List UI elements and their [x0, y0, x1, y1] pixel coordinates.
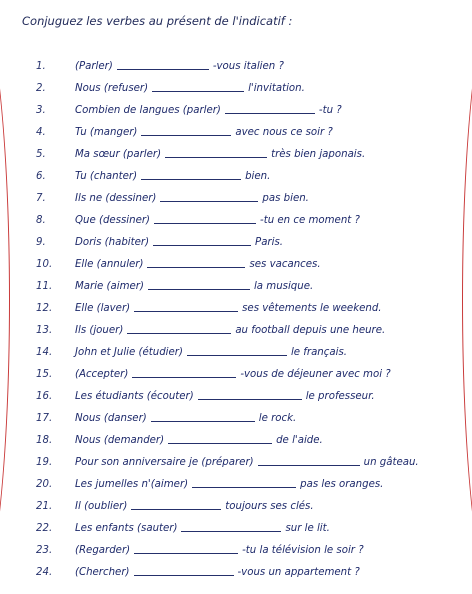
sentence-start: Que (dessiner): [75, 215, 151, 226]
item-sentence: [75, 57, 284, 77]
item-sentence: [75, 233, 283, 253]
item-number: 3.: [36, 105, 46, 116]
exercise-item: [0, 343, 472, 363]
item-sentence: [75, 211, 360, 231]
sentence-start: Ma sœur (parler): [75, 149, 162, 160]
item-number: 24.: [36, 567, 53, 578]
answer-blank[interactable]: [258, 455, 360, 466]
sentence-end: la musique.: [253, 281, 314, 292]
sentence-start: Doris (habiter): [75, 237, 150, 248]
item-sentence: [75, 145, 365, 165]
sentence-start: Combien de langues (parler): [75, 105, 221, 116]
item-sentence: [75, 431, 323, 451]
sentence-start: (Chercher): [75, 567, 130, 578]
exercise-item: [0, 563, 472, 583]
sentence-start: John et Julie (étudier): [75, 347, 183, 358]
answer-blank[interactable]: [127, 323, 231, 334]
sentence-start: (Parler): [75, 61, 113, 72]
sentence-start: Pour son anniversaire je (préparer): [75, 457, 254, 468]
sentence-start: Elle (annuler): [75, 259, 144, 270]
instruction-heading: Conjuguez les verbes au présent de l'indicatif :: [22, 14, 293, 28]
exercise-item: [0, 79, 472, 99]
exercise-item: [0, 475, 472, 495]
item-sentence: [75, 299, 382, 319]
answer-blank[interactable]: [181, 521, 281, 532]
sentence-end: le français.: [290, 347, 347, 358]
sentence-end: l'invitation.: [248, 83, 305, 94]
item-number: 14.: [36, 347, 53, 358]
item-sentence: [75, 497, 314, 517]
sentence-end: toujours ses clés.: [225, 501, 314, 512]
item-number: 8.: [36, 215, 46, 226]
item-number: 6.: [36, 171, 46, 182]
exercise-item: [0, 101, 472, 121]
sentence-start: Nous (refuser): [75, 83, 149, 94]
exercise-item: [0, 497, 472, 517]
item-number: 11.: [36, 281, 53, 292]
item-sentence: [75, 167, 270, 187]
answer-blank[interactable]: [225, 103, 315, 114]
item-number: 10.: [36, 259, 53, 270]
answer-blank[interactable]: [187, 345, 287, 356]
sentence-end: bien.: [245, 171, 271, 182]
sentence-start: (Accepter): [75, 369, 129, 380]
answer-blank[interactable]: [117, 59, 209, 70]
answer-blank[interactable]: [165, 147, 267, 158]
answer-blank[interactable]: [147, 257, 245, 268]
item-number: 19.: [36, 457, 53, 468]
item-sentence: [75, 277, 313, 297]
item-sentence: [75, 541, 364, 561]
exercise-item: [0, 277, 472, 297]
answer-blank[interactable]: [153, 235, 251, 246]
exercise-item: [0, 255, 472, 275]
sentence-start: Tu (manger): [75, 127, 138, 138]
answer-blank[interactable]: [141, 169, 241, 180]
item-sentence: [75, 475, 383, 495]
item-sentence: [75, 189, 309, 209]
item-sentence: [75, 255, 321, 275]
answer-blank[interactable]: [151, 411, 255, 422]
exercise-item: [0, 387, 472, 407]
item-sentence: [75, 321, 385, 341]
exercise-item: [0, 57, 472, 77]
answer-blank[interactable]: [192, 477, 296, 488]
exercise-item: [0, 211, 472, 231]
exercise-item: [0, 519, 472, 539]
answer-blank[interactable]: [168, 433, 272, 444]
item-number: 16.: [36, 391, 53, 402]
sentence-start: Nous (danser): [75, 413, 147, 424]
sentence-end: sur le lit.: [285, 523, 330, 534]
sentence-start: Ils ne (dessiner): [75, 193, 157, 204]
exercise-item: [0, 233, 472, 253]
sentence-end: Paris.: [255, 237, 283, 248]
answer-blank[interactable]: [198, 389, 302, 400]
item-sentence: [75, 519, 330, 539]
item-sentence: [75, 563, 360, 583]
item-sentence: [75, 101, 342, 121]
answer-blank[interactable]: [148, 279, 250, 290]
answer-blank[interactable]: [134, 565, 234, 576]
item-number: 23.: [36, 545, 53, 556]
sentence-start: Les enfants (sauter): [75, 523, 178, 534]
item-number: 20.: [36, 479, 53, 490]
item-number: 21.: [36, 501, 53, 512]
item-number: 15.: [36, 369, 53, 380]
sentence-start: Marie (aimer): [75, 281, 144, 292]
sentence-end: de l'aide.: [276, 435, 323, 446]
item-number: 9.: [36, 237, 46, 248]
sentence-end: très bien japonais.: [271, 149, 366, 160]
item-number: 22.: [36, 523, 53, 534]
answer-blank[interactable]: [131, 499, 221, 510]
answer-blank[interactable]: [132, 367, 236, 378]
sentence-start: Tu (chanter): [75, 171, 138, 182]
answer-blank[interactable]: [134, 543, 238, 554]
answer-blank[interactable]: [141, 125, 231, 136]
sentence-end: le rock.: [258, 413, 297, 424]
sentence-start: Ils (jouer): [75, 325, 124, 336]
exercise-item: [0, 299, 472, 319]
sentence-start: (Regarder): [75, 545, 131, 556]
answer-blank[interactable]: [154, 213, 256, 224]
sentence-end: ses vêtements le weekend.: [242, 303, 382, 314]
item-sentence: [75, 343, 347, 363]
answer-blank[interactable]: [134, 301, 238, 312]
exercise-item: [0, 431, 472, 451]
sentence-start: Les étudiants (écouter): [75, 391, 194, 402]
sentence-end: au football depuis une heure.: [235, 325, 386, 336]
item-number: 12.: [36, 303, 53, 314]
item-number: 17.: [36, 413, 53, 424]
item-number: 18.: [36, 435, 53, 446]
exercise-item: [0, 123, 472, 143]
sentence-end: pas les oranges.: [300, 479, 384, 490]
sentence-end: avec nous ce soir ?: [235, 127, 333, 138]
sentence-end: -tu en ce moment ?: [260, 215, 360, 226]
item-sentence: [75, 387, 375, 407]
item-number: 4.: [36, 127, 46, 138]
sentence-end: un gâteau.: [363, 457, 419, 468]
item-sentence: [75, 365, 391, 385]
sentence-end: le professeur.: [305, 391, 375, 402]
item-number: 2.: [36, 83, 46, 94]
sentence-end: -vous un appartement ?: [237, 567, 360, 578]
item-number: 13.: [36, 325, 53, 336]
sentence-end: -tu ?: [318, 105, 342, 116]
exercise-item: [0, 189, 472, 209]
sentence-start: Elle (laver): [75, 303, 131, 314]
exercise-item: [0, 541, 472, 561]
item-number: 1.: [36, 61, 46, 72]
exercise-item: [0, 365, 472, 385]
sentence-end: -tu la télévision le soir ?: [242, 545, 364, 556]
sentence-end: -vous de déjeuner avec moi ?: [240, 369, 391, 380]
item-sentence: [75, 453, 419, 473]
exercise-item: [0, 409, 472, 429]
sentence-end: -vous italien ?: [212, 61, 284, 72]
answer-blank[interactable]: [160, 191, 258, 202]
item-sentence: [75, 123, 333, 143]
sentence-end: ses vacances.: [249, 259, 321, 270]
answer-blank[interactable]: [152, 81, 244, 92]
item-number: 7.: [36, 193, 46, 204]
item-sentence: [75, 79, 305, 99]
exercise-item: [0, 321, 472, 341]
sentence-start: Nous (demander): [75, 435, 165, 446]
sentence-start: Les jumelles n'(aimer): [75, 479, 189, 490]
exercise-item: [0, 453, 472, 473]
exercise-item: [0, 145, 472, 165]
item-number: 5.: [36, 149, 46, 160]
exercise-item: [0, 167, 472, 187]
sentence-end: pas bien.: [262, 193, 309, 204]
item-sentence: [75, 409, 296, 429]
sentence-start: Il (oublier): [75, 501, 128, 512]
